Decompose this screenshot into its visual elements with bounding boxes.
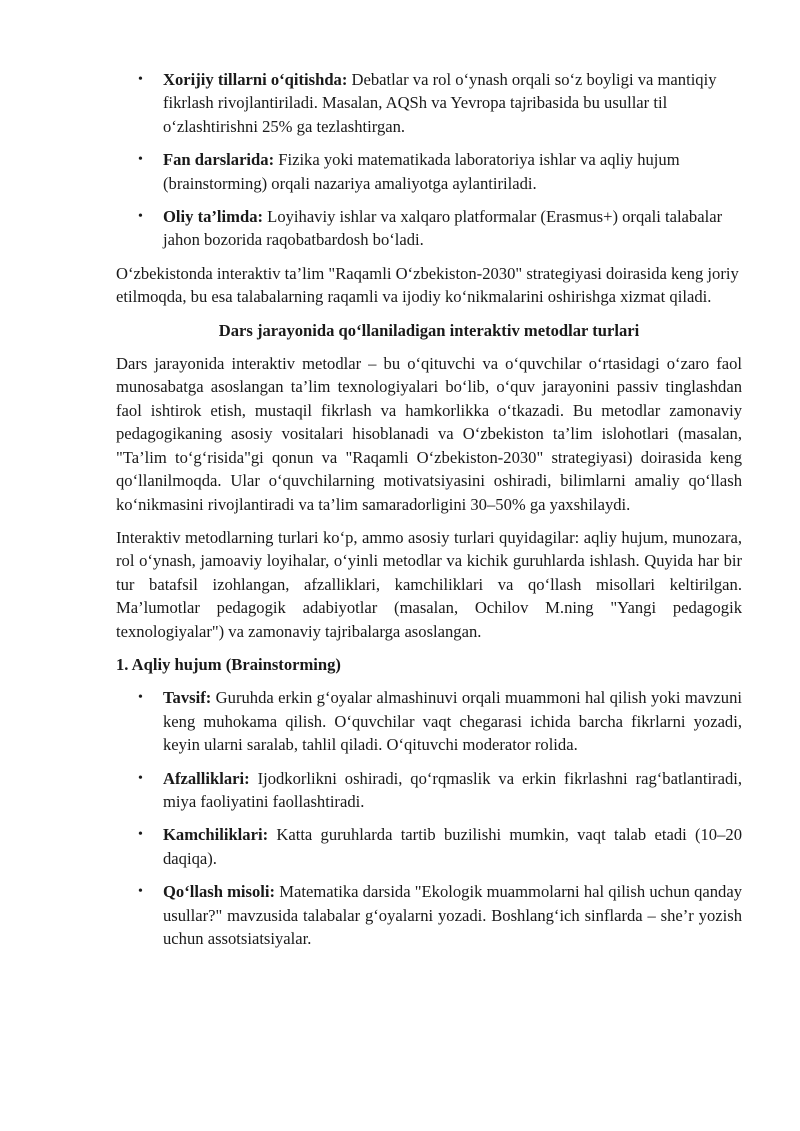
bullet-icon: • bbox=[138, 209, 143, 225]
bullet-icon: • bbox=[138, 72, 143, 87]
paragraph-types: Interaktiv metodlarning turlari ko‘p, ammo asosiy turlari quyidagilar: aqliy hujum, munozara, rol o‘ynash, jamoaviy loyihalar, o‘yinli metodlar va kichik guruhlarda ishlash. Quyida har bir tur batafsil izohlangan, afzalliklari, kamchiliklari va qo‘llash misollari keltirilgan. Ma’lumotlar pedagogik adabiyotlar (masalan, Ochilov M.ning "Yangi pedagogik texnologiyalar") va zamonaviy tajribalarga asoslangan. bbox=[116, 527, 742, 641]
list-item-text: Fizika yoki matematikada laboratoriya ishlar va aqliy hujum (brainstorming) orqali nazariya amaliyotga aylantiriladi. bbox=[163, 150, 680, 193]
list-item-text: Katta guruhlarda tartib buzilishi mumkin, vaqt talab etadi (10–20 daqiqa). bbox=[163, 825, 742, 868]
list-item bbox=[116, 148, 742, 195]
list-item-text: Ijodkorlikni oshiradi, qo‘rqmaslik va erkin fikrlashni rag‘batlantiradi, miya faoliyatini faollashtiradi. bbox=[163, 768, 742, 811]
list-item bbox=[116, 68, 742, 138]
list-item-label: Afzalliklari: bbox=[163, 768, 250, 788]
list-item bbox=[116, 823, 742, 870]
list-item-text: Loyihaviy ishlar va xalqaro platformalar (Erasmus+) orqali talabalar jahon bozorida raqobatbardosh bo‘ladi. bbox=[163, 207, 723, 250]
paragraph-definition: Dars jarayonida interaktiv metodlar – bu o‘qituvchi va o‘quvchilar o‘rtasidagi o‘zaro faol munosabatga asoslangan ta’lim texnologiyalari bo‘lib, o‘quv jarayonini passiv tinglashdan faol ishtirok etish, mustaqil fikrlash va hamkorlikka o‘tkazadi. Bu metodlar zamonaviy pedagogikaning asosiy vositalari hisoblanadi va O‘zbekiston ta’lim islohotlari (masalan, "Ta’lim to‘g‘risida"gi qonun va "Raqamli O‘zbekiston-2030" strategiyasi) doirasida keng qo‘llanilmoqda. Ular o‘quvchilarning motivatsiyasini oshiradi, bilimlarni amaliy qo‘llash ko‘nikmasini rivojlantiradi va ta’lim samaradorligini 30–50% ga yaxshilaydi. bbox=[116, 354, 742, 514]
paragraph-uzbekistan: O‘zbekistonda interaktiv ta’lim "Raqamli O‘zbekiston-2030" strategiyasi doirasida keng joriy etilmoqda, bu esa talabalarning raqamli va ijodiy ko‘nikmalarini oshirishga xizmat qiladi. bbox=[116, 263, 739, 307]
list-item-label: Fan darslarida: bbox=[163, 150, 275, 170]
brainstorm-bullet-list bbox=[116, 686, 742, 950]
bullet-icon: • bbox=[138, 884, 143, 900]
section-heading: Dars jarayonida qo‘llaniladigan interaktiv metodlar turlari bbox=[218, 320, 640, 340]
bullet-icon: • bbox=[138, 690, 143, 706]
list-item-label: Tavsif: bbox=[163, 688, 212, 708]
list-item-text: Matematika darsida "Ekologik muammolarni hal qilish uchun qanday usullar?" mavzusida talabalar g‘oyalarni yozadi. Boshlang‘ich sinflarda – she’r yozish uchun assotsiatsiyalar. bbox=[163, 882, 742, 948]
list-item bbox=[116, 880, 742, 950]
intro-bullet-list bbox=[116, 68, 742, 252]
subsection-heading: 1. Aqliy hujum (Brainstorming) bbox=[116, 654, 341, 674]
bullet-icon: • bbox=[138, 152, 143, 168]
list-item-label: Qo‘llash misoli: bbox=[163, 882, 276, 902]
list-item bbox=[116, 686, 742, 756]
list-item-text: Debatlar va rol o‘ynash orqali so‘z boyligi va mantiqiy fikrlash rivojlantiriladi. Masalan, AQSh va Yevropa tajribasida bu usullar til o‘zlashtirishni 25% ga tezlashtirgan. bbox=[163, 70, 717, 136]
list-item-label: Kamchiliklari: bbox=[163, 825, 269, 845]
list-item-text: Guruhda erkin g‘oyalar almashinuvi orqali muammoni hal qilish yoki mavzuni keng muhokama qilish. O‘quvchilar vaqt chegarasi ichida barcha fikrlarni yozadi, keyin ularni saralab, tahlil qiladi. O‘qituvchi moderator rolida. bbox=[163, 688, 742, 755]
list-item bbox=[116, 205, 742, 252]
list-item bbox=[116, 767, 742, 814]
bullet-icon: • bbox=[138, 827, 143, 843]
document-page bbox=[116, 68, 742, 960]
list-item-label: Oliy ta’limda: bbox=[163, 207, 264, 227]
bullet-icon: • bbox=[138, 770, 143, 786]
list-item-label: Xorijiy tillarni o‘qitishda: bbox=[163, 70, 348, 89]
